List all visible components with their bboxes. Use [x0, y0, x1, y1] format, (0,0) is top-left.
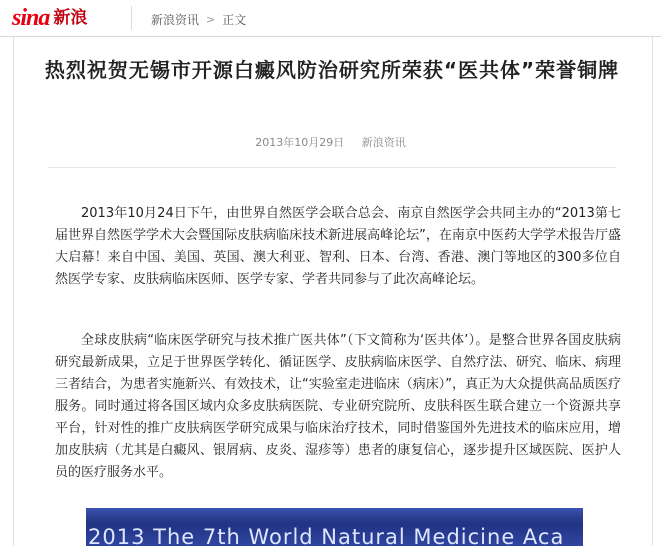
breadcrumb-news-link[interactable]: 新浪资讯	[151, 13, 200, 27]
content-frame-right-border	[652, 37, 653, 546]
breadcrumb-separator-icon: >	[206, 13, 216, 26]
article-photo	[86, 508, 583, 546]
article-meta	[0, 134, 661, 150]
photo-banner-text: 2013 The 7th World Natural Medicine Aca	[88, 525, 565, 546]
logo-mark: sina	[12, 5, 50, 31]
article-title: 热烈祝贺无锡市开源白癜风防治研究所荣获“医共体”荣誉铜牌	[44, 58, 620, 82]
article-source: 新浪资讯	[361, 136, 406, 149]
site-header	[0, 0, 661, 37]
breadcrumb	[151, 11, 246, 28]
article-paragraph-1	[55, 203, 621, 291]
logo-cn-text: 新浪	[53, 8, 88, 28]
content-frame-left-border	[13, 37, 14, 546]
breadcrumb-current: 正文	[222, 13, 247, 27]
header-divider	[131, 6, 132, 30]
title-divider	[48, 167, 616, 168]
paragraph-text: 全球皮肤病“临床医学研究与技术推广医共体”（下文简称为‘医共体’）。是整合世界各国皮肤病研究最新成果，立足于世界医学转化、循证医学、皮肤病临床医学、自然疗法、研究、临床、病理三者结合，为患者实施新兴、有效技术，让“实验室走进临床（病床）”，真正为大众提供高品质医疗服务。同时通过将各国区域内众多皮肤病医院、专业研究院所、皮肤科医生联合建立一个资源共享平台，针对性的推广皮肤病医学研究成果与临床治疗技术，同时借鉴国外先进技术的临床应用，增加皮肤病（尤其是白癜风、银屑病、皮炎、湿疹等）患者的康复信心，逐步提升区域医院、医护人员的医疗服务水平。	[55, 333, 621, 480]
article-date: 2013年10月29日	[255, 136, 345, 149]
photo-highlight	[86, 508, 583, 524]
sina-logo[interactable]	[12, 5, 87, 31]
paragraph-text: 2013年10月24日下午，由世界自然医学会联合总会、南京自然医学会共同主办的“2013第七届世界自然医学学术大会暨国际皮肤病临床技术新进展高峰论坛”，在南京中医药大学学术报告厅盛大启幕！来自中国、美国、英国、澳大利亚、智利、日本、台湾、香港、澳门等地区的300多位自然医学专家、皮肤病临床医师、医学专家、学者共同参与了此次高峰论坛。	[55, 206, 621, 287]
article-paragraph-2	[55, 330, 621, 484]
